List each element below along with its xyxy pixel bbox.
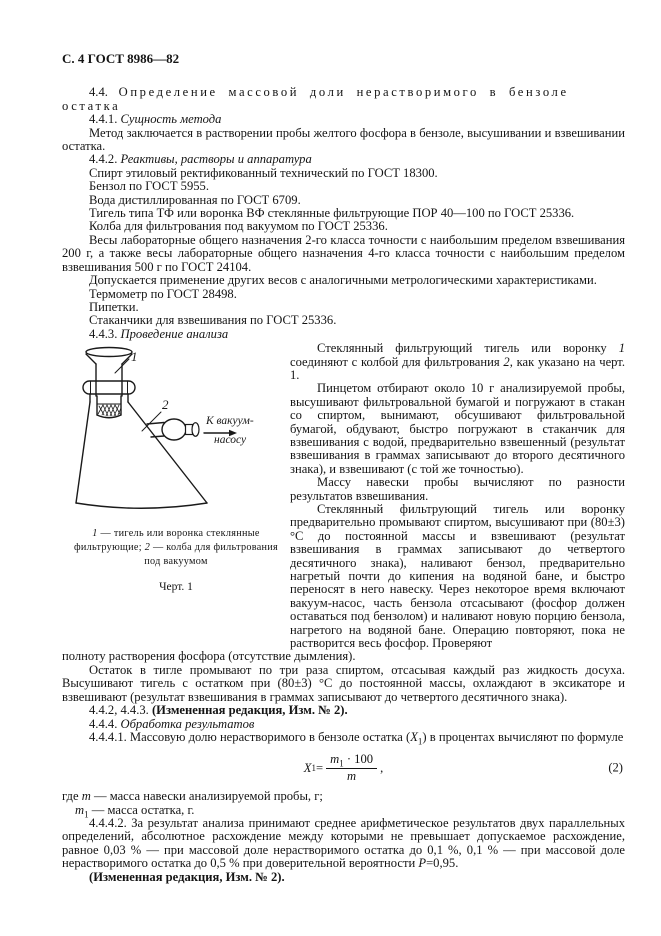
reagent-item: Спирт этиловый ректификованный технический по ГОСТ 18300.	[89, 165, 438, 180]
analysis-paragraph-5: Остаток в тигле промывают по три раза спиртом, отсасывая каждый раз жидкость досуха. Высушивают тигель с остатком при (80±3) °С до постоянной массы, охлаждают в эксикаторе и взвешивают (результат взвешивания в граммах записывают до четвертого десятичного знака).	[62, 662, 625, 704]
reagent-item: Вода дистиллированная по ГОСТ 6709.	[89, 192, 301, 207]
reagent-item: Термометр по ГОСТ 28498.	[89, 286, 237, 301]
page-header: С. 4 ГОСТ 8986—82	[62, 51, 180, 66]
figure-callout-1: 1	[131, 349, 138, 365]
analysis-paragraph-4: Стеклянный фильтрующий тигель или воронку предварительно промывают спиртом, высушивают при (80±3) °С до постоянной массы и взвешивают (результат взвешивания в граммах записывают до четвертого десятичного знака), наливают бензол, предварительно нагретый почти до кипения на водяной бане, и быстро переносят в него навеску. Через некоторое время включают вакуум-насос, часть бензола отсасывают (фосфор должен оставаться под бензолом) и наливают новую порцию бензола, нагретого на водяной бане. Операцию повторяют, пока не растворится весь фосфор. Проверяют	[290, 502, 625, 651]
analysis-paragraph-1: Стеклянный фильтрующий тигель или воронку 1 соединяют с колбой для фильтрования 2, как указано на черт. 1.	[290, 341, 625, 382]
section-44-number: 4.4.	[89, 85, 108, 100]
reagent-item: Стаканчики для взвешивания по ГОСТ 25336.	[89, 313, 337, 328]
two-column-block	[62, 342, 625, 650]
section-442-title: 4.4.2. Реактивы, растворы и аппаратура	[89, 152, 312, 167]
formula-2-row	[62, 753, 625, 783]
vacuum-label-line2: насосу	[214, 434, 247, 447]
section-444-title: 4.4.4. Обработка результатов	[89, 716, 255, 731]
figure-column	[62, 342, 290, 650]
amendment-note-1: 4.4.2, 4.4.3. (Измененная редакция, Изм. № 2).	[89, 703, 348, 718]
vacuum-label-line1: К вакуум-	[206, 415, 254, 428]
formula-2: X 1 = $\frac{m_1 \cdot 100}{m}$ ,	[303, 752, 384, 783]
analysis-paragraph-3: Массу навески пробы вычисляют по разности результатов взвешивания.	[290, 475, 625, 503]
equation-number: (2)	[608, 760, 623, 775]
section-44-heading-line2: остатка	[62, 98, 121, 113]
figure-caption: 1 — тигель или воронка стеклянные фильтрующие; 2 — колба для фильтрования под вакуумом	[73, 527, 279, 567]
reagent-item: Колба для фильтрования под вакуумом по ГОСТ 25336.	[89, 219, 388, 234]
figure-1	[70, 345, 290, 520]
analysis-paragraph-2: Пинцетом отбирают около 10 г анализируемой пробы, высушивают фильтровальной бумагой и погружают в стакан со спиртом, вынимают, обсушивают фильтровальной бумагой, обдувают, быстро погружают в стаканчик для взвешивания с водой, предварительно взвешенный (результат взвешивания в граммах записывают до второго десятичного знака), и взвешивают (с той же точностью).	[290, 381, 625, 476]
filter-plate-hatching	[98, 405, 121, 416]
reagent-item: Весы лабораторные общего назначения 2-го класса точности с наибольшим пределом взвешивания 200 г, а также весы лабораторные общего назначения 4-го класса точности с наибольшим пределом взвешивания 500 г по ГОСТ 24104.	[62, 232, 625, 274]
figure-callout-2: 2	[162, 397, 169, 413]
formula-fraction: $\frac{m_1 \cdot 100}{m}$	[326, 753, 377, 783]
section-4442-body: 4.4.4.2. За результат анализа принимают среднее арифметическое результатов двух параллельных определений, абсолютное расхождение между которыми не превышает допускаемое расхождение, равное 0,03 % — при массовой доле нерастворимого остатка до 0,1 %, 0,1 % — при массовой доле нерастворимого остатка до 0,5 % при доверительной вероятности Р=0,95.	[62, 815, 625, 871]
section-443-title: 4.4.3. Проведение анализа	[89, 326, 229, 341]
where-clause-line1: где m — масса навески анализируемой пробы, г;	[62, 789, 323, 804]
reagent-item: Пипетки.	[89, 299, 139, 314]
crucible-rim	[86, 348, 132, 357]
amendment-note-2: (Измененная редакция, Изм. № 2).	[89, 869, 285, 884]
reagent-item: Допускается применение других весов с аналогичными метрологическими характеристиками.	[89, 273, 597, 288]
analysis-text-column	[290, 342, 625, 650]
analysis-paragraph-4-continuation: полноту растворения фосфора (отсутствие дымления).	[62, 649, 356, 664]
where-clause-line2: $m_1$ — масса остатка, г.	[75, 802, 195, 820]
section-441-body: Метод заключается в растворении пробы желтого фосфора в бензоле, высушивании и взвешивании остатка.	[62, 125, 625, 154]
side-arm-bulb	[162, 419, 186, 440]
figure-title: Черт. 1	[159, 580, 193, 593]
section-44-heading-line1: 4.4. Определение массовой доли нерастворимого в бензоле	[89, 85, 569, 100]
reagent-item: Тигель типа ТФ или воронка ВФ стеклянные фильтрующие ПОР 40—100 по ГОСТ 25336.	[89, 206, 575, 221]
side-arm-nozzle	[192, 423, 199, 437]
section-4441-body: 4.4.4.1. Массовую долю нерастворимого в бензоле остатка $(X_1)$ в процентах вычисляют по формуле	[89, 729, 624, 747]
reagent-item: Бензол по ГОСТ 5955.	[89, 179, 210, 194]
section-441-title: 4.4.1. Сущность метода	[89, 112, 222, 127]
filter-flask-drawing	[70, 345, 282, 517]
